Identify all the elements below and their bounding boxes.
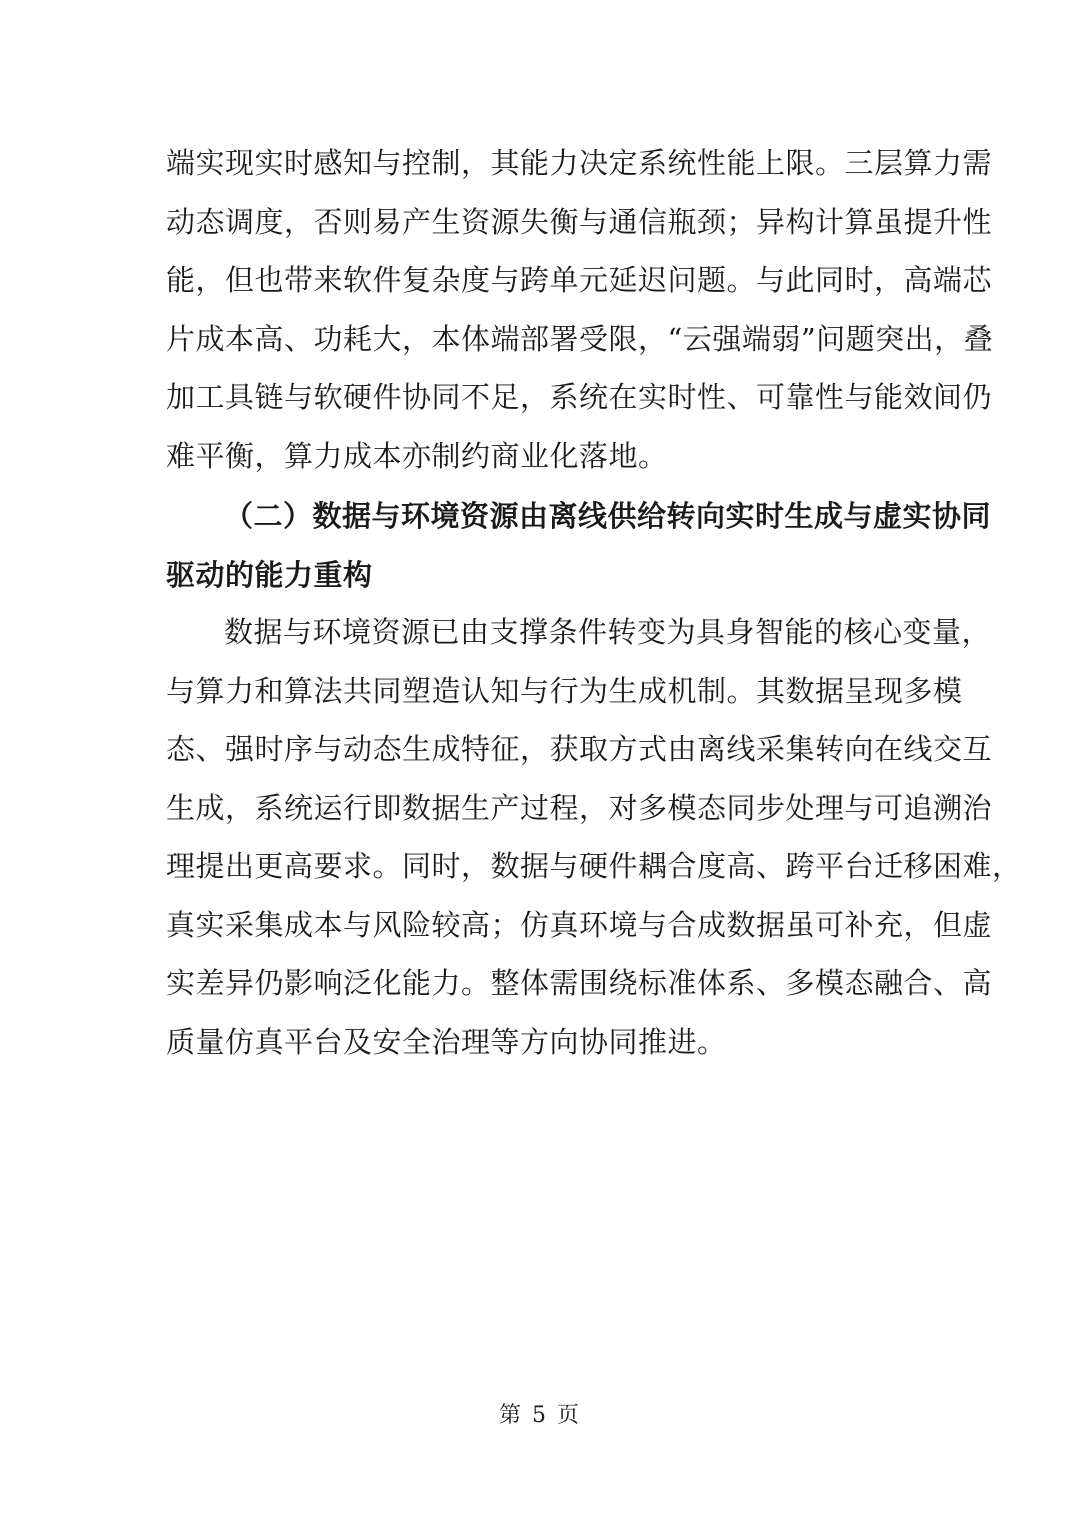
paragraph-line: 与算力和算法共同塑造认知与行为生成机制。其数据呈现多模 <box>166 673 963 708</box>
paragraph-line: 质量仿真平台及安全治理等方向协同推进。 <box>166 1024 727 1059</box>
paragraph-line: 难平衡，算力成本亦制约商业化落地。 <box>166 438 668 473</box>
paragraph-line: 动态调度，否则易产生资源失衡与通信瓶颈；异构计算虽提升性 <box>166 204 993 239</box>
paragraph-line: 能，但也带来软件复杂度与跨单元延迟问题。与此同时，高端芯 <box>166 263 993 297</box>
page-number: 第 5 页 <box>499 1403 581 1428</box>
paragraph-line: 实差异仍影响泛化能力。整体需围绕标准体系、多模态融合、高 <box>166 966 993 1000</box>
body-paragraph-1 <box>166 134 994 485</box>
paragraph-line: 生成，系统运行即数据生产过程，对多模态同步处理与可追溯治 <box>166 790 993 825</box>
paragraph-line: 数据与环境资源已由支撑条件转变为具身智能的核心变量， <box>224 615 992 649</box>
paragraph-line: 态、强时序与动态生成特征，获取方式由离线采集转向在线交互 <box>166 732 993 766</box>
heading-line: （二）数据与环境资源由离线供给转向实时生成与虚实协同 <box>224 499 992 533</box>
heading-line: 驱动的能力重构 <box>166 557 373 592</box>
paragraph-line: 加工具链与软硬件协同不足，系统在实时性、可靠性与能效间仍 <box>166 380 993 414</box>
paragraph-line: 真实采集成本与风险较高；仿真环境与合成数据虽可补充，但虚 <box>166 907 993 942</box>
paragraph-line: 片成本高、功耗大，本体端部署受限，“云强端弱”问题突出，叠 <box>166 321 994 356</box>
body-paragraph-2 <box>166 603 1022 1071</box>
section-heading <box>166 487 992 604</box>
paragraph-line: 端实现实时感知与控制，其能力决定系统性能上限。三层算力需 <box>166 146 993 180</box>
paragraph-line: 理提出更高要求。同时，数据与硬件耦合度高、跨平台迁移困难， <box>166 849 1022 883</box>
